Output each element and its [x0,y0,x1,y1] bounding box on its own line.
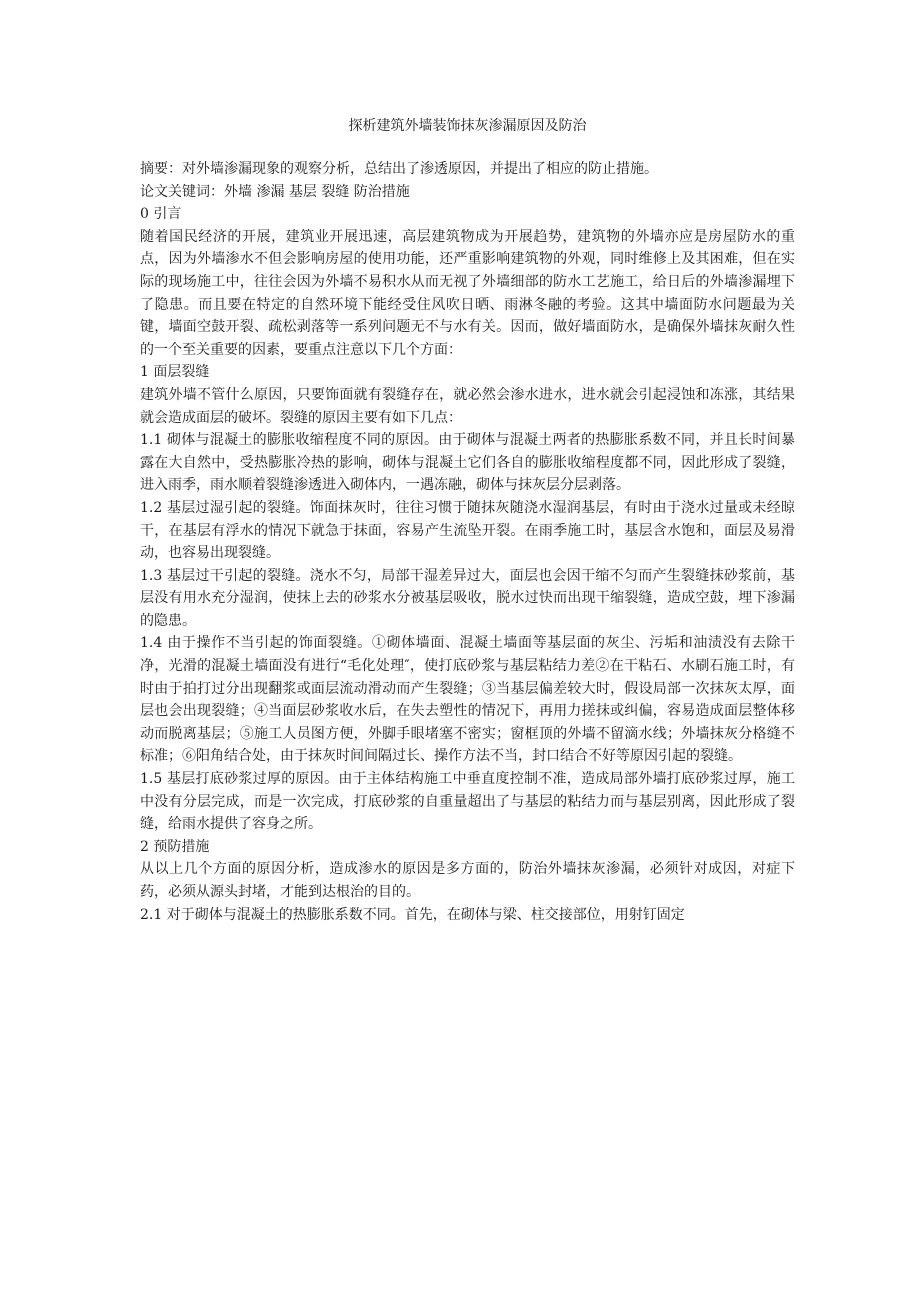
section-heading-introduction: 0 引言 [140,206,182,223]
section-heading-prevention: 2 预防措施 [140,838,210,855]
document-title: 探析建筑外墙装饰抹灰渗漏原因及防治 [348,118,587,134]
cracks-overview-paragraph: 建筑外墙不管什么原因，只要饰面就有裂缝存在，就必然会渗水进水，进水就会引起浸蚀和冻涨，其结果就会造成面层的破坏。裂缝的原因主要有如下几点： [140,386,795,426]
section-heading-surface-cracks: 1 面层裂缝 [140,364,210,381]
abstract-paragraph: 摘要：对外墙渗漏现象的观察分析，总结出了渗透原因，并提出了相应的防止措施。 [140,161,658,177]
subsection-1-1-paragraph: 1.1 砌体与混凝土的膨胀收缩程度不同的原因。由于砌体与混凝土两者的热膨胀系数不同，并且长时间暴露在大自然中，受热膨胀冷热的影响，砌体与混凝土它们各自的膨胀收缩程度都不同，因此形成了裂缝，进入雨季，雨水顺着裂缝渗透进入砌体内，一遇冻融，砌体与抹灰层分层剥落。 [140,432,795,494]
keywords-paragraph: 论文关键词：外墙 渗漏 基层 裂缝 防治措施 [140,183,410,200]
prevention-overview-paragraph: 从以上几个方面的原因分析，造成渗水的原因是多方面的，防治外墙抹灰渗漏，必须针对成因，对症下药，必须从源头封堵，才能到达根治的目的。 [140,861,795,900]
subsection-2-1-paragraph: 2.1 对于砌体与混凝土的热膨胀系数不同。首先，在砌体与梁、柱交接部位，用射钉固定 [140,906,685,923]
subsection-1-4-paragraph: 1.4 由于操作不当引起的饰面裂缝。①砌体墙面、混凝土墙面等基层面的灰尘、污垢和油渍没有去除干净，光滑的混凝土墙面没有进行“毛化处理″，使打底砂浆与基层粘结力差②在干粘石、水刷石施工时，有时由于拍打过分出现翻浆或面层流动滑动而产生裂缝；③当基层偏差较大时，假设局部一次抹灰太厚，面层也会出现裂缝；④当面层砂浆收水后，在失去塑性的情况下，再用力搓抹或纠偏，容易造成面层整体移动而脱离基层；⑤施工人员图方便，外脚手眼堵塞不密实；窗框顶的外墙不留滴水线；外墙抹灰分格缝不标准；⑥阳角结合处，由于抹灰时间间隔过长、操作方法不当，封口结合不好等原因引起的裂缝。 [140,635,795,765]
document-body [140,158,795,926]
subsection-1-3-paragraph: 1.3 基层过干引起的裂缝。浇水不匀，局部干湿差异过大，面层也会因干缩不匀而产生裂缝抹砂浆前，基层没有用水充分湿润，使抹上去的砂浆水分被基层吸收，脱水过快而出现干缩裂缝，造成空鼓，埋下渗漏的隐患。 [140,567,795,629]
intro-paragraph: 随着国民经济的开展，建筑业开展迅速，高层建筑物成为开展趋势，建筑物的外墙亦应是房屋防水的重点，因为外墙渗水不但会影响房屋的使用功能，还严重影响建筑物的外观，同时维修上及其困难，但在实际的现场施工中，往往会因为外墙不易积水从而无视了外墙细部的防水工艺施工，给日后的外墙渗漏埋下了隐患。而且要在特定的自然环境下能经受住风吹日晒、雨淋冬融的考验。这其中墙面防水问题最为关键，墙面空鼓开裂、疏松剥落等一系列问题无不与水有关。因而，做好墙面防水，是确保外墙抹灰耐久性的一个至关重要的因素，要重点注意以下几个方面： [140,228,795,358]
subsection-1-5-paragraph: 1.5 基层打底砂浆过厚的原因。由于主体结构施工中垂直度控制不准，造成局部外墙打底砂浆过厚，施工中没有分层完成，而是一次完成，打底砂浆的自重量超出了与基层的粘结力而与基层别离，因此形成了裂缝，给雨水提供了容身之所。 [140,771,795,833]
subsection-1-2-paragraph: 1.2 基层过湿引起的裂缝。饰面抹灰时，往往习惯于随抹灰随浇水湿润基层，有时由于浇水过量或未经晾干，在基层有浮水的情况下就急于抹面，容易产生流坠开裂。在雨季施工时，基层含水饱和，面层及易滑动，也容易出现裂缝。 [140,499,795,562]
